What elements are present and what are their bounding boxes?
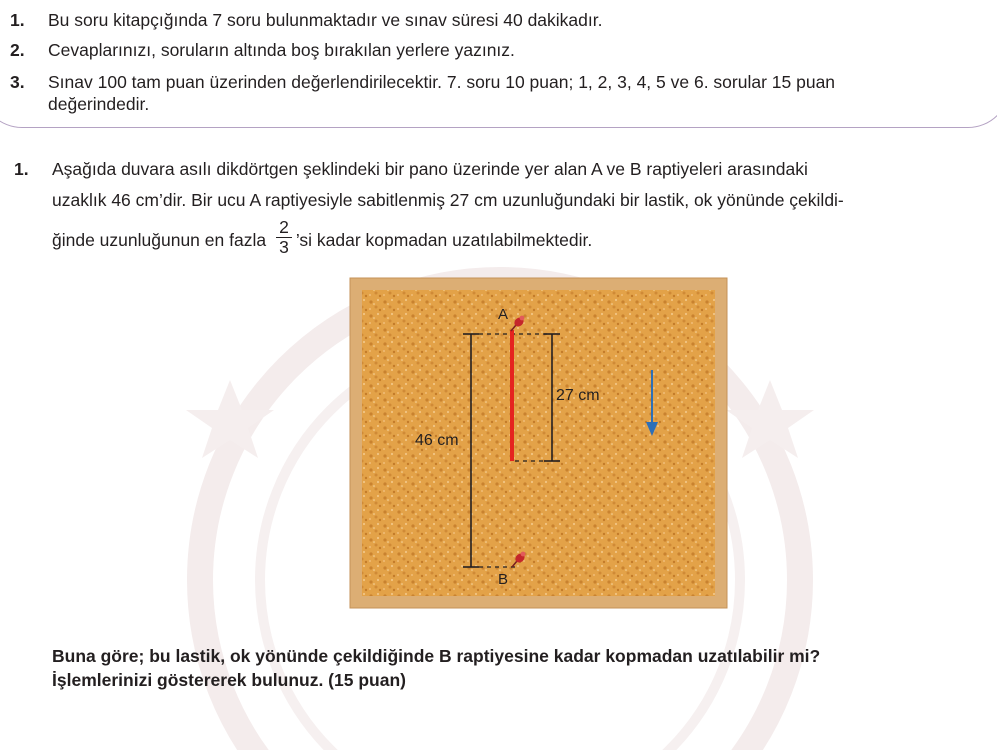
fraction: $\frac{2}{3}$ bbox=[276, 218, 292, 257]
label-46-cm: 46 cm bbox=[415, 432, 459, 449]
cork-board-figure bbox=[340, 270, 740, 615]
label-b: B bbox=[498, 571, 509, 588]
instruction-text: Cevaplarınızı, soruların altında boş bırakılan yerlere yazınız. bbox=[48, 40, 515, 60]
question-number: 1. bbox=[14, 159, 29, 179]
prompt-line-2: İşlemlerinizi göstererek bulunuz. (15 puan) bbox=[52, 670, 406, 690]
instruction-number: 3. bbox=[10, 72, 25, 92]
label-a: A bbox=[498, 306, 509, 323]
instruction-number: 2. bbox=[10, 40, 25, 60]
instruction-number: 1. bbox=[10, 10, 25, 30]
question-line-2: uzaklık 46 cm’dir. Bir ucu A raptiyesiyle sabitlenmiş 27 cm uzunluğundaki bir lastik, ok yönünde çekildi- bbox=[52, 190, 844, 210]
instruction-text: Bu soru kitapçığında 7 soru bulunmaktadır ve sınav süresi 40 dakikadır. bbox=[48, 10, 603, 30]
question-line-1: Aşağıda duvara asılı dikdörtgen şeklindeki bir pano üzerinde yer alan A ve B raptiyeleri arasındaki bbox=[52, 159, 808, 179]
question-prompt bbox=[52, 644, 982, 692]
instruction-text: Sınav 100 tam puan üzerinden değerlendirilecektir. 7. soru 10 puan; 1, 2, 3, 4, 5 ve 6. sorular 15 puan değerindedir. bbox=[48, 72, 836, 114]
label-27-cm: 27 cm bbox=[556, 387, 600, 404]
question-line-3: ğinde uzunluğunun en fazla $\frac{2}{3}$ ’si kadar kopmadan uzatılabilmektedir. bbox=[52, 217, 593, 257]
prompt-line-1: Buna göre; bu lastik, ok yönünde çekildiğinde B raptiyesine kadar kopmadan uzatılabilir mi? bbox=[52, 646, 821, 666]
